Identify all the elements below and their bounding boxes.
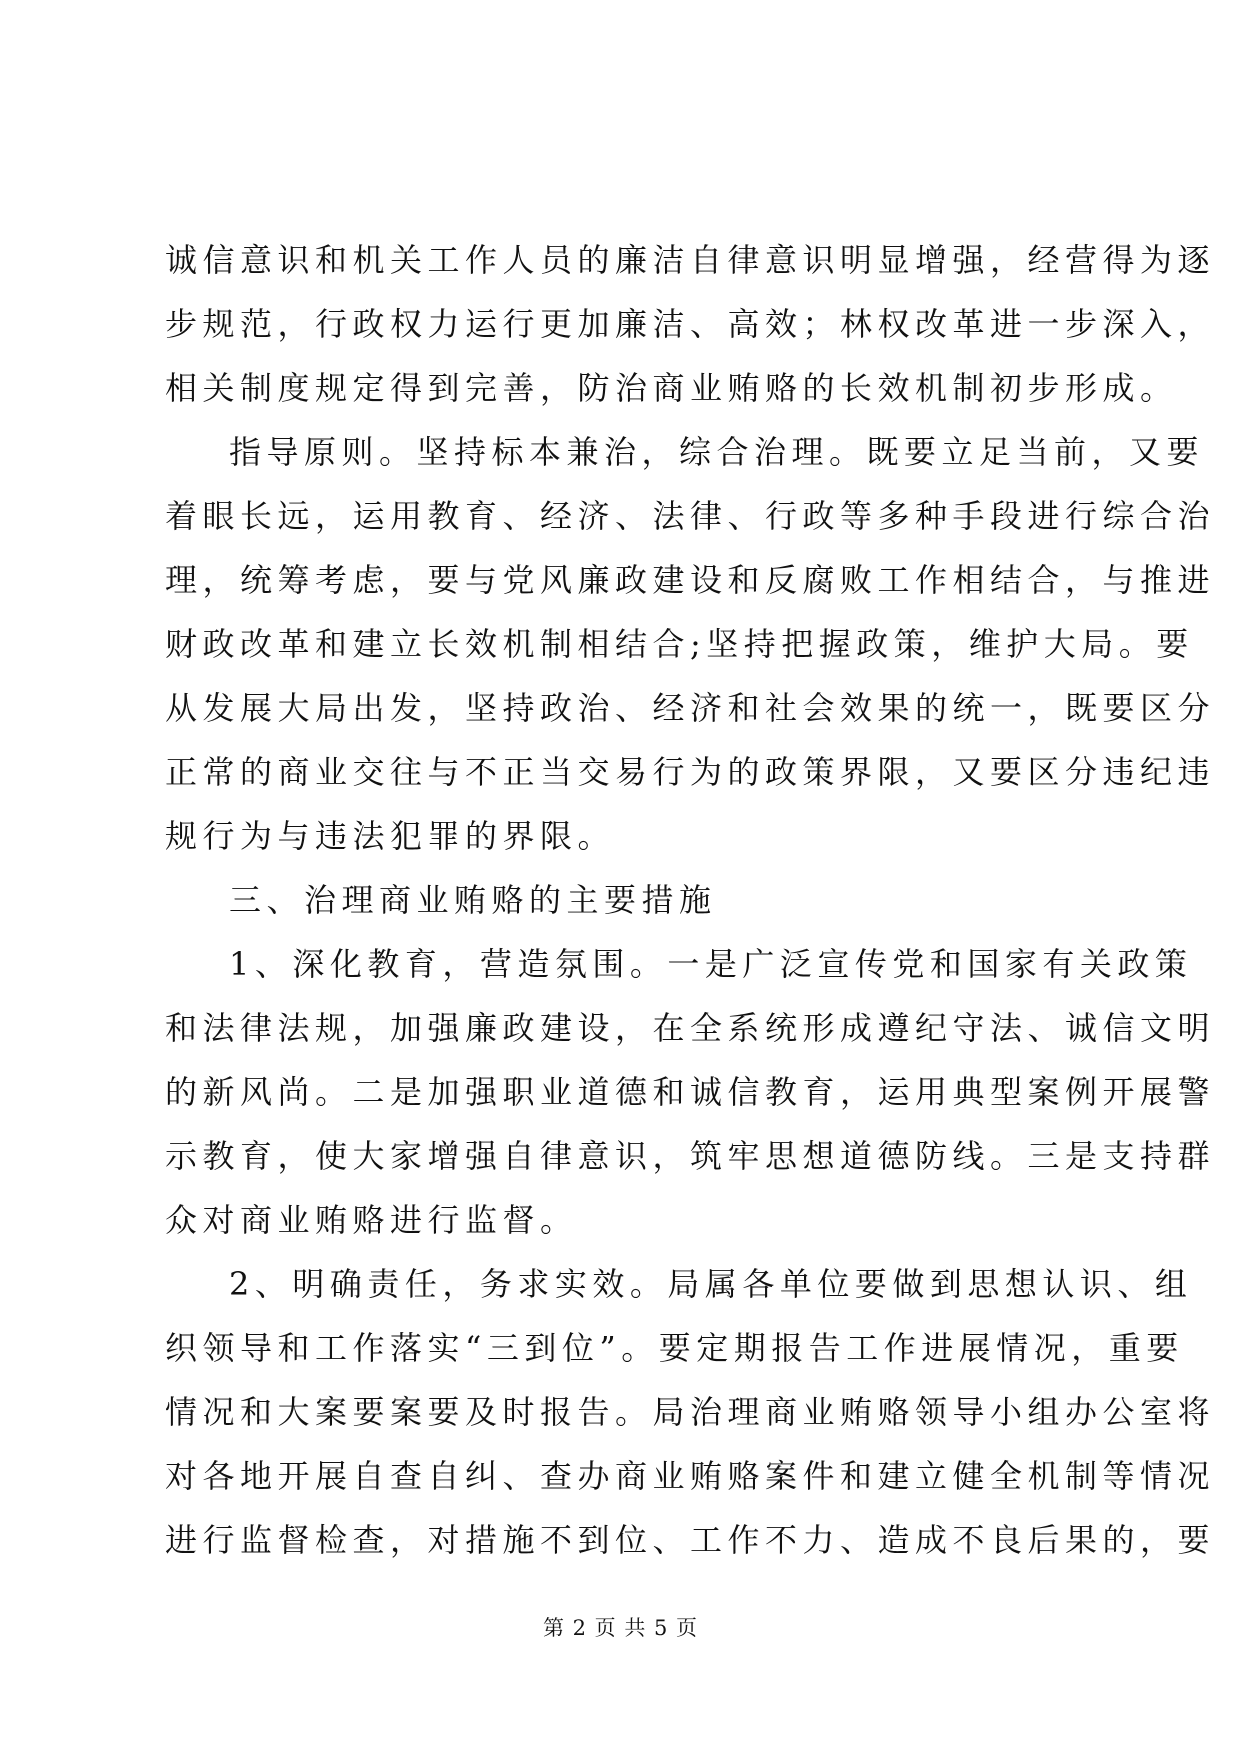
- page-footer: [0, 1612, 1241, 1642]
- body-line: 相关制度规定得到完善，防治商业贿赂的长效机制初步形成。: [165, 369, 1178, 407]
- paragraph-start-line: 1、深化教育，营造氛围。一是广泛宣传党和国家有关政策: [229, 945, 1193, 983]
- body-line: 正常的商业交往与不正当交易行为的政策界限，又要区分违纪违: [165, 753, 1216, 791]
- body-line: 对各地开展自查自纠、查办商业贿赂案件和建立健全机制等情况: [165, 1457, 1216, 1495]
- body-line: 进行监督检查，对措施不到位、工作不力、造成不良后果的，要: [165, 1521, 1216, 1559]
- section-heading: 三、治理商业贿赂的主要措施: [229, 881, 717, 919]
- body-line: 理，统筹考虑，要与党风廉政建设和反腐败工作相结合，与推进: [165, 561, 1216, 599]
- body-line: 示教育，使大家增强自律意识，筑牢思想道德防线。三是支持群: [165, 1137, 1216, 1175]
- body-line: 诚信意识和机关工作人员的廉洁自律意识明显增强，经营得为逐: [165, 241, 1216, 279]
- body-line: 织领导和工作落实“三到位”。要定期报告工作进展情况，重要: [165, 1329, 1184, 1367]
- body-line: 着眼长远，运用教育、经济、法律、行政等多种手段进行综合治: [165, 497, 1216, 535]
- body-line: 从发展大局出发，坚持政治、经济和社会效果的统一，既要区分: [165, 689, 1216, 727]
- body-line: 的新风尚。二是加强职业道德和诚信教育，运用典型案例开展警: [165, 1073, 1216, 1111]
- body-line: 财政改革和建立长效机制相结合;坚持把握政策，维护大局。要: [165, 625, 1194, 663]
- body-line: 情况和大案要案要及时报告。局治理商业贿赂领导小组办公室将: [165, 1393, 1216, 1431]
- page-number: 第 2 页 共 5 页: [542, 1616, 699, 1640]
- body-line: 步规范，行政权力运行更加廉洁、高效；林权改革进一步深入，: [165, 305, 1216, 343]
- body-line: 众对商业贿赂进行监督。: [165, 1201, 578, 1239]
- paragraph-start-line: 指导原则。坚持标本兼治，综合治理。既要立足当前，又要: [229, 433, 1205, 471]
- body-line: 和法律法规，加强廉政建设，在全系统形成遵纪守法、诚信文明: [165, 1009, 1216, 1047]
- document-body: [165, 228, 1216, 1572]
- paragraph-start-line: 2、明确责任，务求实效。局属各单位要做到思想认识、组: [229, 1265, 1193, 1303]
- body-line: 规行为与违法犯罪的界限。: [165, 817, 616, 855]
